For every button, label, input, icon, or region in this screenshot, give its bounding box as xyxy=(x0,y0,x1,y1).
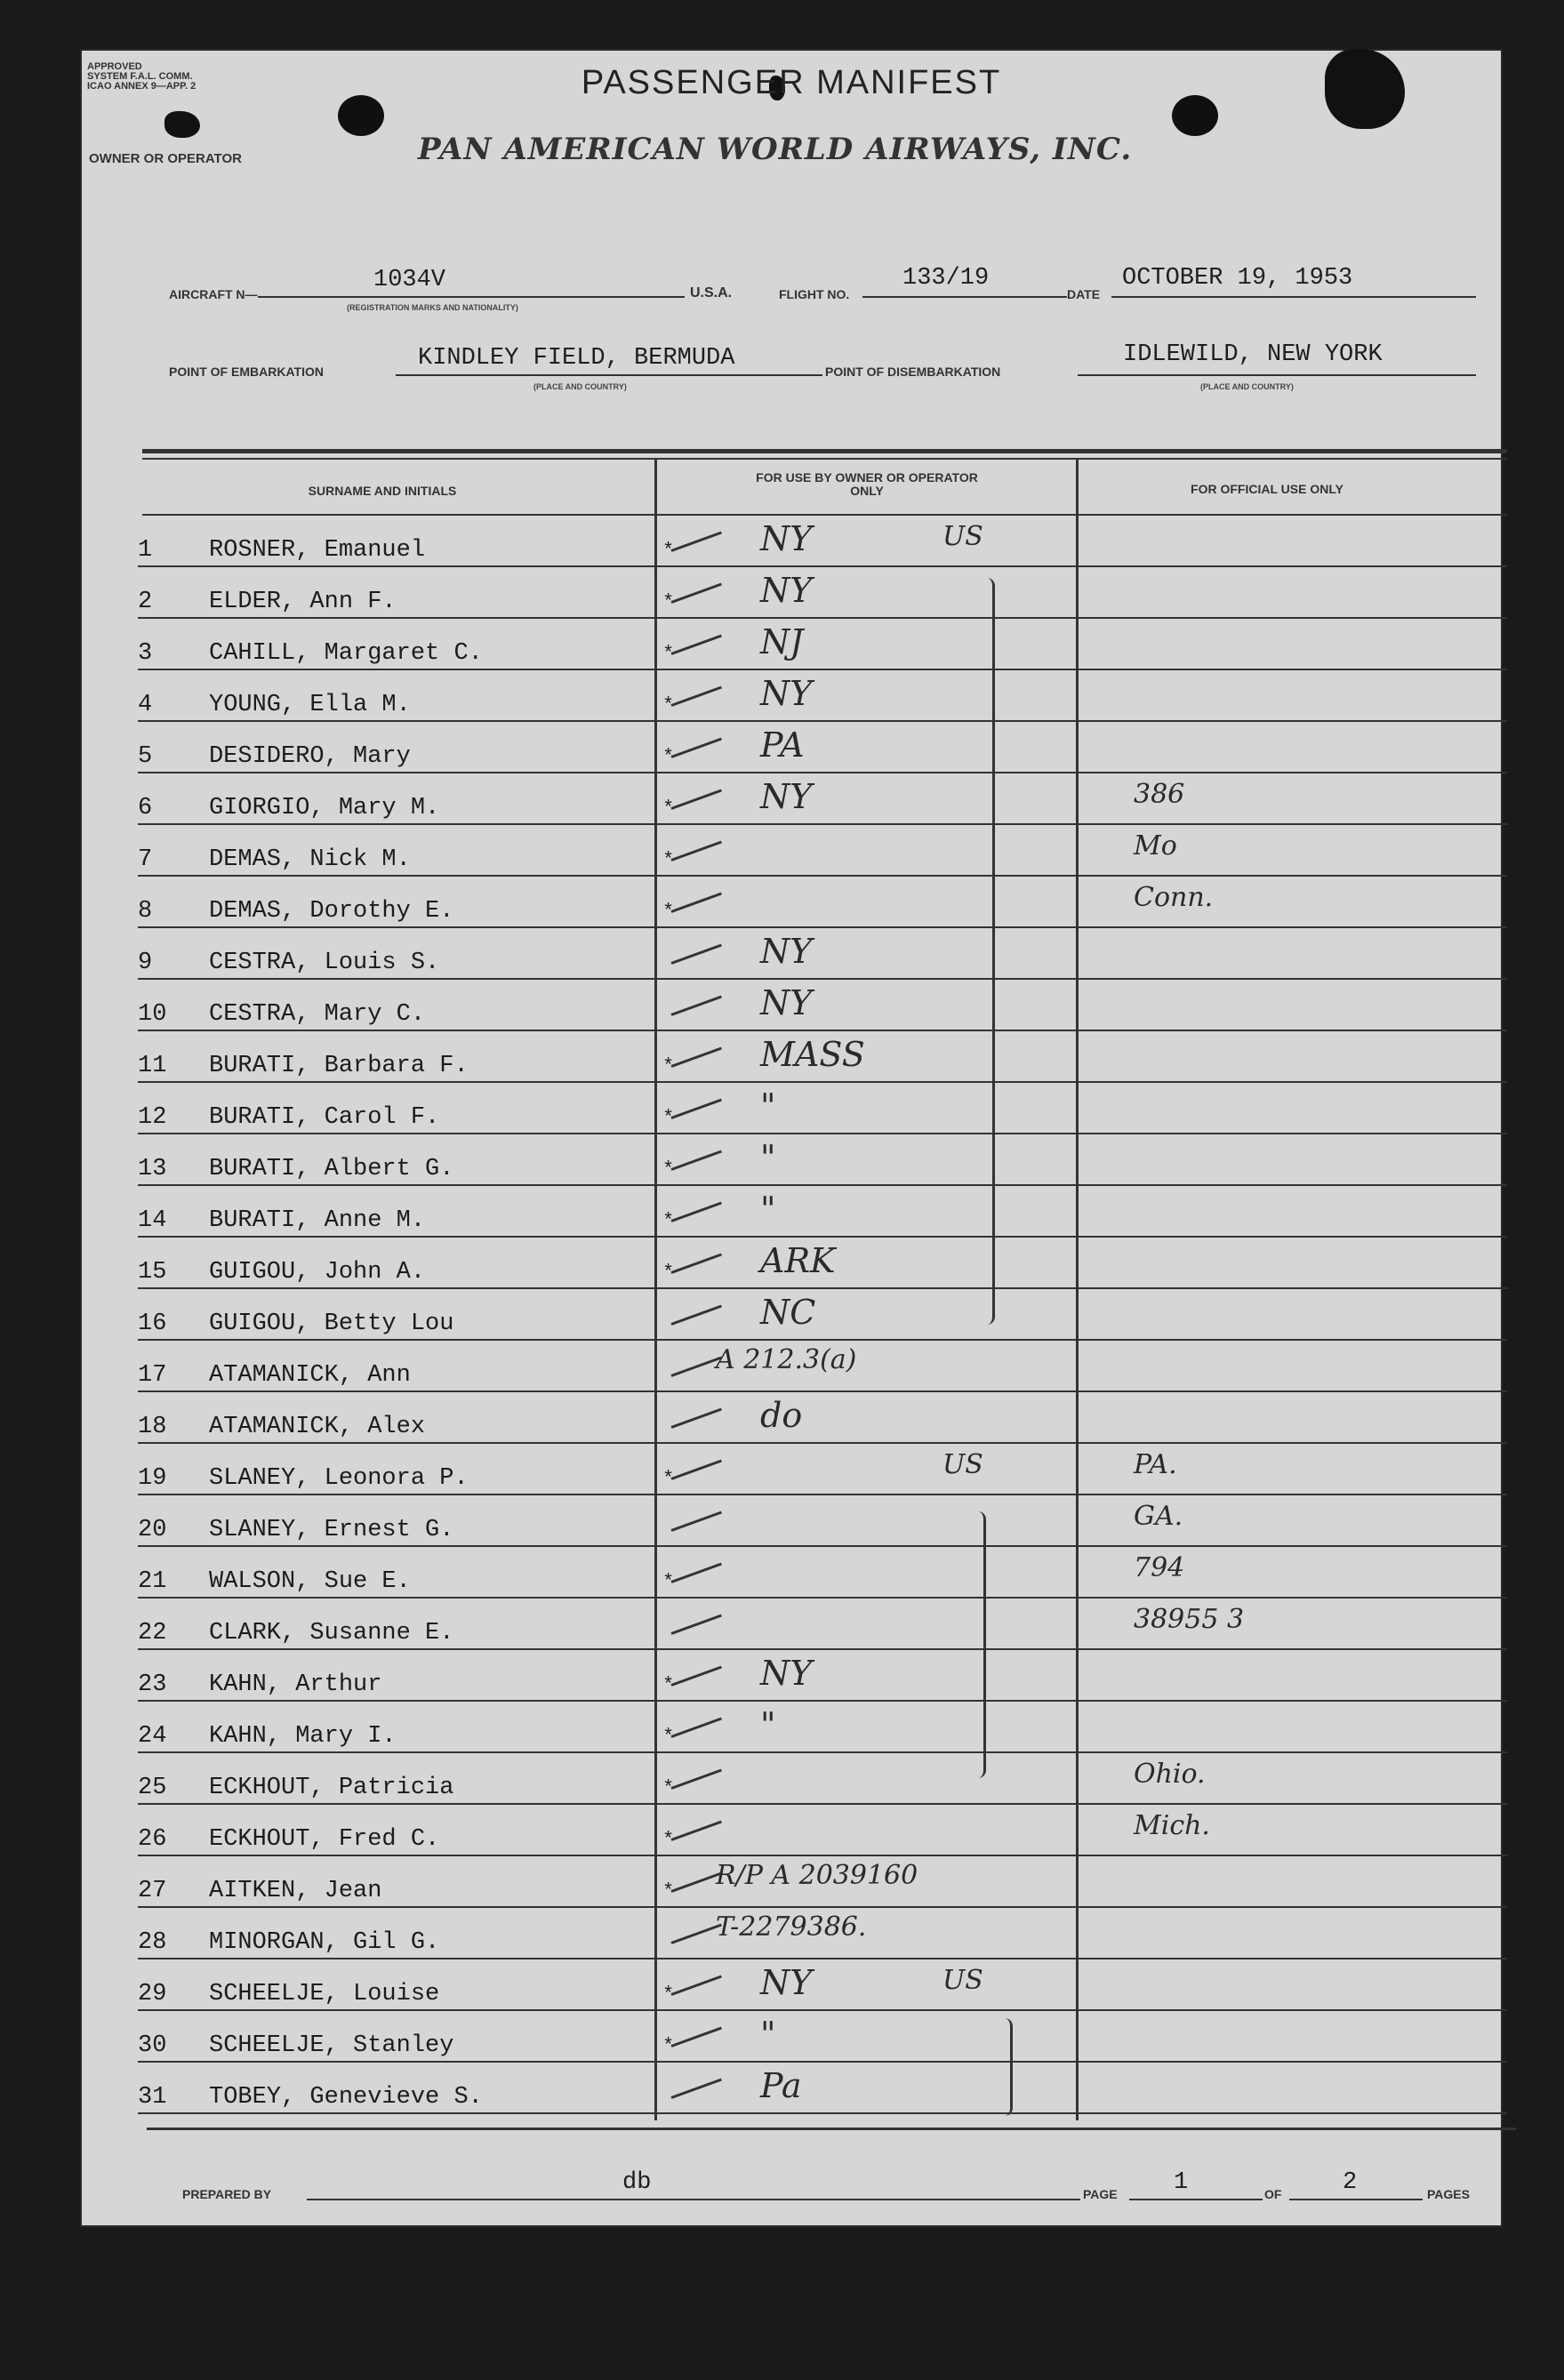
passenger-name: MINORGAN, Gil G. xyxy=(209,1929,440,1956)
table-row xyxy=(138,1753,1507,1805)
row-mark: * xyxy=(662,1158,675,1181)
table-row xyxy=(138,1495,1507,1547)
row-number: 6 xyxy=(138,795,153,821)
table-row xyxy=(138,1444,1507,1495)
passenger-name: CLARK, Susanne E. xyxy=(209,1620,454,1647)
table-top-rule xyxy=(142,458,1507,460)
underline xyxy=(862,296,1067,298)
passenger-name: BURATI, Carol F. xyxy=(209,1104,440,1131)
row-mark: * xyxy=(662,901,675,923)
underline xyxy=(1078,374,1476,376)
passenger-name: WALSON, Sue E. xyxy=(209,1568,411,1595)
embark-label: POINT OF EMBARKATION xyxy=(169,365,324,379)
owner-note: A 212.3(a) xyxy=(716,1344,857,1375)
check-mark-icon xyxy=(670,1099,721,1119)
flight-label: FLIGHT NO. xyxy=(779,287,850,301)
owner-note: NY xyxy=(760,777,813,816)
row-mark: * xyxy=(662,849,675,871)
check-mark-icon xyxy=(670,996,721,1016)
check-mark-icon xyxy=(670,1305,721,1326)
table-row xyxy=(138,1599,1507,1650)
owner-note: " xyxy=(760,1705,776,1744)
owner-note-secondary: US xyxy=(942,521,983,552)
underline xyxy=(1289,2199,1423,2200)
ditto-brace xyxy=(987,578,995,1325)
table-row xyxy=(138,1186,1507,1238)
table-row xyxy=(138,825,1507,877)
check-mark-icon xyxy=(670,1150,721,1171)
passenger-name: ECKHOUT, Patricia xyxy=(209,1775,454,1801)
row-mark: * xyxy=(662,1468,675,1490)
row-mark: * xyxy=(662,643,675,665)
passenger-name: ATAMANICK, Alex xyxy=(209,1414,426,1440)
passenger-name: TOBEY, Genevieve S. xyxy=(209,2084,483,2111)
form-approval-code xyxy=(87,62,203,92)
form-code-line: ICAO ANNEX 9—APP. 2 xyxy=(87,81,197,92)
row-number: 23 xyxy=(138,1671,167,1698)
table-row xyxy=(138,1031,1507,1083)
column-header-official-use: FOR OFFICIAL USE ONLY xyxy=(1191,482,1343,496)
check-mark-icon xyxy=(670,1821,721,1841)
table-row xyxy=(138,1392,1507,1444)
row-number: 16 xyxy=(138,1310,167,1337)
underline xyxy=(396,374,822,376)
table-row xyxy=(138,1908,1507,1959)
row-number: 29 xyxy=(138,1981,167,2007)
table-row xyxy=(138,2063,1507,2114)
passenger-name: YOUNG, Ella M. xyxy=(209,692,411,718)
check-mark-icon xyxy=(670,1202,721,1222)
row-number: 11 xyxy=(138,1053,167,1079)
row-number: 30 xyxy=(138,2032,167,2059)
check-mark-icon xyxy=(670,583,721,604)
page-label: PAGE xyxy=(1083,2187,1118,2201)
owner-note: NY xyxy=(760,571,813,610)
check-mark-icon xyxy=(670,944,721,965)
underline xyxy=(258,296,685,298)
check-mark-icon xyxy=(670,1408,721,1429)
row-number: 21 xyxy=(138,1568,167,1595)
check-mark-icon xyxy=(670,1615,721,1635)
embark-sublabel: (PLACE AND COUNTRY) xyxy=(533,382,627,391)
table-bottom-rule xyxy=(147,2128,1516,2130)
owner-note: NY xyxy=(760,983,813,1022)
owner-note: NC xyxy=(760,1293,816,1332)
owner-note: MASS xyxy=(760,1035,865,1074)
check-mark-icon xyxy=(670,532,721,552)
owner-note: do xyxy=(760,1396,803,1435)
row-mark: * xyxy=(662,1055,675,1078)
check-mark-icon xyxy=(670,1872,721,1893)
passenger-name: BURATI, Albert G. xyxy=(209,1156,454,1182)
table-row xyxy=(138,567,1507,619)
table-row xyxy=(138,1650,1507,1702)
owner-note: ARK xyxy=(760,1241,836,1280)
official-note: 38955 3 xyxy=(1134,1604,1245,1635)
passenger-name: SCHEELJE, Stanley xyxy=(209,2032,454,2059)
passenger-name: ROSNER, Emanuel xyxy=(209,537,426,564)
passenger-name: ECKHOUT, Fred C. xyxy=(209,1826,440,1853)
passenger-name: BURATI, Anne M. xyxy=(209,1207,426,1234)
official-note: Mich. xyxy=(1134,1810,1210,1841)
official-note: GA. xyxy=(1134,1501,1183,1532)
row-mark: * xyxy=(662,1571,675,1593)
owner-note: Pa xyxy=(760,2066,802,2105)
flight-value: 133/19 xyxy=(902,265,990,292)
ink-stain xyxy=(164,111,200,138)
owner-note: " xyxy=(760,1190,776,1229)
passenger-name: GIORGIO, Mary M. xyxy=(209,795,440,821)
check-mark-icon xyxy=(670,1460,721,1480)
row-mark: * xyxy=(662,1107,675,1129)
page-number: 1 xyxy=(1174,2169,1189,2196)
row-number: 12 xyxy=(138,1104,167,1131)
official-note: PA. xyxy=(1134,1449,1177,1480)
check-mark-icon xyxy=(670,635,721,655)
row-mark: * xyxy=(662,591,675,613)
owner-note: T-2279386. xyxy=(716,1911,867,1943)
check-mark-icon xyxy=(670,1975,721,1996)
row-number: 7 xyxy=(138,846,153,873)
passenger-name: CESTRA, Mary C. xyxy=(209,1001,426,1028)
table-top-rule xyxy=(142,449,1507,453)
ink-stain xyxy=(1325,49,1405,129)
underline xyxy=(1111,296,1476,298)
owner-note: NY xyxy=(760,1963,813,2002)
official-note: 386 xyxy=(1134,779,1185,810)
row-mark: * xyxy=(662,1262,675,1284)
underline xyxy=(307,2199,1080,2200)
check-mark-icon xyxy=(670,789,721,810)
owner-note: NY xyxy=(760,932,813,971)
row-number: 20 xyxy=(138,1517,167,1543)
check-mark-icon xyxy=(670,2027,721,2047)
table-row xyxy=(138,1238,1507,1289)
row-mark: * xyxy=(662,1777,675,1799)
row-number: 8 xyxy=(138,898,153,925)
row-number: 19 xyxy=(138,1465,167,1492)
passenger-name: ATAMANICK, Ann xyxy=(209,1362,411,1389)
passenger-name: KAHN, Mary I. xyxy=(209,1723,397,1750)
date-value: OCTOBER 19, 1953 xyxy=(1122,265,1353,292)
of-label: OF xyxy=(1264,2187,1282,2201)
owner-note-secondary: US xyxy=(942,1965,983,1996)
row-mark: * xyxy=(662,1674,675,1696)
check-mark-icon xyxy=(670,1254,721,1274)
owner-note: " xyxy=(760,1086,776,1126)
date-label: DATE xyxy=(1067,287,1101,301)
row-number: 28 xyxy=(138,1929,167,1956)
row-number: 4 xyxy=(138,692,153,718)
row-number: 2 xyxy=(138,589,153,615)
passenger-name: DEMAS, Dorothy E. xyxy=(209,898,454,925)
row-mark: * xyxy=(662,1829,675,1851)
official-note: 794 xyxy=(1134,1552,1185,1583)
form-code-line: APPROVED xyxy=(87,61,142,72)
table-row xyxy=(138,1547,1507,1599)
official-note: Ohio. xyxy=(1134,1759,1206,1790)
pages-label: PAGES xyxy=(1427,2187,1470,2201)
passenger-name: DEMAS, Nick M. xyxy=(209,846,411,873)
row-mark: * xyxy=(662,694,675,717)
row-number: 15 xyxy=(138,1259,167,1286)
row-number: 27 xyxy=(138,1878,167,1904)
table-row xyxy=(138,1083,1507,1134)
table-row xyxy=(138,773,1507,825)
table-row xyxy=(138,2011,1507,2063)
official-note: Conn. xyxy=(1134,882,1214,913)
passenger-name: KAHN, Arthur xyxy=(209,1671,382,1698)
underline xyxy=(1129,2199,1263,2200)
row-number: 5 xyxy=(138,743,153,770)
table-row xyxy=(138,980,1507,1031)
table-row xyxy=(138,1959,1507,2011)
owner-note: NY xyxy=(760,1654,813,1693)
table-row xyxy=(138,1702,1507,1753)
row-number: 17 xyxy=(138,1362,167,1389)
table-row xyxy=(138,516,1507,567)
owner-note: NY xyxy=(760,519,813,558)
disembark-sublabel: (PLACE AND COUNTRY) xyxy=(1200,382,1294,391)
row-number: 9 xyxy=(138,950,153,976)
row-mark: * xyxy=(662,797,675,820)
check-mark-icon xyxy=(670,1357,721,1377)
row-number: 26 xyxy=(138,1826,167,1853)
disembark-value: IDLEWILD, NEW YORK xyxy=(1123,341,1383,368)
check-mark-icon xyxy=(670,738,721,758)
row-number: 3 xyxy=(138,640,153,667)
check-mark-icon xyxy=(670,1511,721,1532)
ditto-brace xyxy=(1005,2018,1013,2116)
table-row xyxy=(138,670,1507,722)
row-mark: * xyxy=(662,540,675,562)
check-mark-icon xyxy=(670,686,721,707)
embark-value: KINDLEY FIELD, BERMUDA xyxy=(418,345,735,372)
table-row xyxy=(138,1856,1507,1908)
check-mark-icon xyxy=(670,1769,721,1790)
table-row xyxy=(138,1289,1507,1341)
passenger-name: SLANEY, Ernest G. xyxy=(209,1517,454,1543)
passenger-name: SLANEY, Leonora P. xyxy=(209,1465,469,1492)
row-mark: * xyxy=(662,1726,675,1748)
aircraft-sublabel: (REGISTRATION MARKS AND NATIONALITY) xyxy=(347,303,518,312)
check-mark-icon xyxy=(670,1047,721,1068)
punch-hole xyxy=(1172,95,1218,136)
row-mark: * xyxy=(662,1210,675,1232)
row-mark: * xyxy=(662,1880,675,1903)
row-number: 14 xyxy=(138,1207,167,1234)
row-mark: * xyxy=(662,1983,675,2006)
column-header-surname: SURNAME AND INITIALS xyxy=(308,484,457,498)
owner-note: " xyxy=(760,1138,776,1177)
owner-note: NY xyxy=(760,674,813,713)
table-row xyxy=(138,1134,1507,1186)
row-number: 25 xyxy=(138,1775,167,1801)
passenger-name: AITKEN, Jean xyxy=(209,1878,382,1904)
owner-label: OWNER OR OPERATOR xyxy=(89,151,242,166)
check-mark-icon xyxy=(670,893,721,913)
table-row xyxy=(138,877,1507,928)
row-number: 18 xyxy=(138,1414,167,1440)
row-number: 1 xyxy=(138,537,153,564)
row-number: 13 xyxy=(138,1156,167,1182)
check-mark-icon xyxy=(670,1924,721,1944)
country-label: U.S.A. xyxy=(690,285,733,301)
airline-name: PAN AMERICAN WORLD AIRWAYS, INC. xyxy=(418,132,1133,167)
owner-note-secondary: US xyxy=(942,1449,983,1480)
passenger-name: ELDER, Ann F. xyxy=(209,589,397,615)
punch-hole xyxy=(338,95,384,136)
row-number: 24 xyxy=(138,1723,167,1750)
prepared-by-label: PREPARED BY xyxy=(182,2187,272,2201)
row-number: 22 xyxy=(138,1620,167,1647)
passenger-name: DESIDERO, Mary xyxy=(209,743,411,770)
check-mark-icon xyxy=(670,1666,721,1687)
total-pages: 2 xyxy=(1343,2169,1358,2196)
row-rule xyxy=(138,2112,1507,2114)
row-number: 10 xyxy=(138,1001,167,1028)
passenger-name: SCHEELJE, Louise xyxy=(209,1981,440,2007)
aircraft-label: AIRCRAFT N— xyxy=(169,287,258,301)
table-row xyxy=(138,722,1507,773)
table-row xyxy=(138,619,1507,670)
check-mark-icon xyxy=(670,2079,721,2099)
passenger-name: CESTRA, Louis S. xyxy=(209,950,440,976)
page-title: PASSENGER MANIFEST xyxy=(581,64,1002,101)
table-row xyxy=(138,1341,1507,1392)
ditto-brace xyxy=(978,1511,986,1778)
column-header-owner-use: FOR USE BY OWNER OR OPERATOR ONLY xyxy=(756,470,978,498)
prepared-by-value: db xyxy=(622,2169,652,2196)
disembark-label: POINT OF DISEMBARKATION xyxy=(825,365,1001,379)
row-mark: * xyxy=(662,746,675,768)
owner-note: NJ xyxy=(760,622,804,661)
aircraft-value: 1034V xyxy=(373,267,446,293)
owner-note: PA xyxy=(760,725,805,765)
row-mark: * xyxy=(662,2035,675,2057)
row-number: 31 xyxy=(138,2084,167,2111)
official-note: Mo xyxy=(1134,830,1177,861)
check-mark-icon xyxy=(670,1718,721,1738)
passenger-name: CAHILL, Margaret C. xyxy=(209,640,483,667)
passenger-name: GUIGOU, John A. xyxy=(209,1259,426,1286)
owner-note: " xyxy=(760,2015,776,2054)
table-row xyxy=(138,928,1507,980)
check-mark-icon xyxy=(670,841,721,861)
check-mark-icon xyxy=(670,1563,721,1583)
table-row xyxy=(138,1805,1507,1856)
form-code-line: SYSTEM F.A.L. COMM. xyxy=(87,71,193,82)
owner-note: R/P A 2039160 xyxy=(716,1860,918,1891)
passenger-name: GUIGOU, Betty Lou xyxy=(209,1310,454,1337)
passenger-name: BURATI, Barbara F. xyxy=(209,1053,469,1079)
